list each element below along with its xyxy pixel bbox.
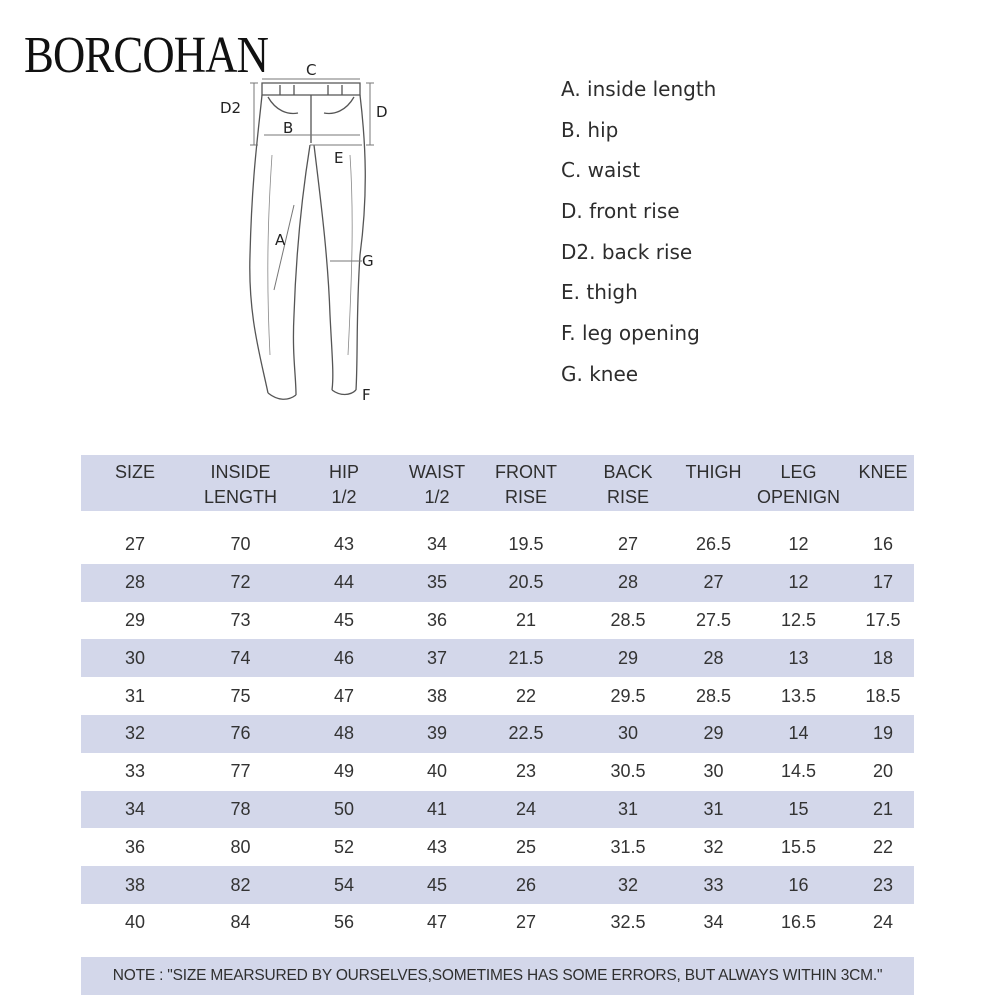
table-cell: 77 — [230, 761, 251, 782]
table-cell: 16 — [788, 874, 809, 895]
table-header — [81, 455, 914, 511]
header-thigh: THIGH — [685, 462, 742, 482]
table-cell: 74 — [230, 647, 251, 668]
table-row — [81, 828, 914, 866]
table-cell: 84 — [230, 912, 251, 933]
table-cell: 35 — [426, 572, 448, 593]
table-cell: 78 — [230, 798, 251, 819]
table-cell: 13.5 — [780, 685, 817, 706]
diagram-label-a: A — [275, 231, 286, 249]
table-cell: 29.5 — [610, 685, 646, 706]
table-cell: 38 — [124, 874, 146, 895]
table-cell: 22 — [872, 836, 894, 857]
jeans-measurement-diagram — [210, 55, 400, 415]
measurement-note: NOTE : "SIZE MEARSURED BY OURSELVES,SOMETIMES HAS SOME ERRORS, BUT ALWAYS WITHIN 3CM." — [81, 957, 914, 995]
table-cell: 29 — [124, 609, 146, 630]
table-cell: 76 — [230, 723, 251, 744]
table-cell: 70 — [230, 534, 251, 555]
table-cell: 17.5 — [865, 609, 901, 630]
diagram-label-d: D — [376, 103, 388, 121]
table-cell: 46 — [333, 647, 355, 668]
table-cell: 12.5 — [780, 609, 817, 630]
table-cell: 32.5 — [610, 912, 646, 933]
table-cell: 31 — [617, 798, 639, 819]
table-cell: 52 — [333, 836, 355, 857]
table-cell: 12 — [788, 534, 809, 555]
diagram-label-f: F — [362, 386, 371, 404]
table-cell: 32 — [703, 836, 724, 857]
table-cell: 27.5 — [695, 609, 732, 630]
table-cell: 33 — [703, 874, 724, 895]
table-cell: 30 — [703, 761, 724, 782]
jeans-outline — [250, 83, 365, 399]
table-cell: 50 — [333, 798, 355, 819]
table-cell: 30 — [124, 647, 146, 668]
table-cell: 15.5 — [780, 836, 817, 857]
table-cell: 38 — [426, 685, 448, 706]
table-cell: 49 — [333, 761, 355, 782]
table-cell: 16 — [872, 534, 894, 555]
legend-item: G. knee — [561, 361, 639, 386]
table-row — [81, 904, 914, 942]
diagram-label-d2: D2 — [220, 99, 242, 117]
table-cell: 73 — [230, 609, 251, 630]
table-cell: 20 — [872, 761, 894, 782]
table-cell: 22 — [515, 685, 537, 706]
table-cell: 19.5 — [508, 534, 544, 555]
table-cell: 23 — [872, 874, 894, 895]
table-cell: 24 — [872, 912, 894, 933]
table-cell: 18.5 — [865, 685, 901, 706]
table-cell: 26 — [515, 874, 537, 895]
header-leg-opening: LEG OPENIGN — [756, 462, 840, 507]
table-cell: 27 — [515, 912, 537, 933]
table-cell: 28.5 — [695, 685, 732, 706]
legend-item: B. hip — [561, 117, 619, 142]
header-hip: HIP 1/2 — [328, 462, 359, 507]
table-cell: 22.5 — [508, 723, 544, 744]
table-cell: 33 — [124, 761, 146, 782]
table-cell: 40 — [124, 912, 146, 933]
table-cell: 80 — [230, 836, 251, 857]
table-cell: 41 — [426, 798, 448, 819]
table-cell: 36 — [426, 609, 448, 630]
table-cell: 34 — [426, 534, 448, 555]
table-cell: 44 — [333, 572, 355, 593]
table-cell: 23 — [515, 761, 537, 782]
table-cell: 30 — [617, 723, 639, 744]
table-cell: 37 — [426, 647, 448, 668]
table-row — [81, 639, 914, 677]
table-cell: 24 — [515, 798, 537, 819]
table-cell: 30.5 — [610, 761, 646, 782]
legend-item: E. thigh — [561, 280, 638, 305]
table-cell: 15 — [788, 798, 809, 819]
table-cell: 54 — [333, 874, 355, 895]
table-cell: 17 — [872, 572, 894, 593]
table-cell: 75 — [230, 685, 251, 706]
table-cell: 45 — [426, 874, 448, 895]
table-cell: 13 — [788, 647, 809, 668]
table-cell: 39 — [426, 723, 448, 744]
table-cell: 48 — [333, 723, 355, 744]
table-cell: 32 — [124, 723, 146, 744]
brand-logo: BORCOHAN — [24, 27, 269, 84]
header-front-rise: FRONT RISE — [495, 462, 557, 507]
table-row — [81, 602, 914, 640]
header-inside-length: INSIDE LENGTH — [203, 462, 277, 507]
table-cell: 25 — [515, 836, 537, 857]
table-cell: 26.5 — [695, 534, 732, 555]
legend-item: C. waist — [561, 158, 641, 183]
table-cell: 29 — [703, 723, 724, 744]
legend-item: F. leg opening — [561, 321, 700, 346]
table-cell: 21 — [515, 609, 537, 630]
table-row — [81, 677, 914, 715]
table-row — [81, 753, 914, 791]
table-cell: 43 — [333, 534, 355, 555]
table-body — [81, 526, 914, 942]
table-cell: 14 — [788, 723, 809, 744]
table-cell: 32 — [617, 874, 639, 895]
header-size: SIZE — [114, 462, 155, 482]
table-cell: 21 — [872, 798, 894, 819]
table-cell: 14.5 — [780, 761, 817, 782]
table-cell: 31 — [124, 685, 146, 706]
diagram-label-c: C — [306, 61, 317, 79]
table-cell: 27 — [703, 572, 724, 593]
table-cell: 28.5 — [610, 609, 646, 630]
header-knee: KNEE — [858, 462, 908, 482]
table-cell: 28 — [703, 647, 724, 668]
measurement-legend — [561, 74, 716, 400]
legend-item: A. inside length — [561, 77, 717, 101]
measure-lines — [250, 79, 374, 290]
table-cell: 47 — [426, 912, 448, 933]
table-cell: 28 — [617, 572, 639, 593]
table-cell: 27 — [124, 534, 146, 555]
table-cell: 21.5 — [508, 647, 544, 668]
legend-item: D2. back rise — [561, 239, 693, 264]
table-cell: 34 — [703, 912, 724, 933]
table-row — [81, 791, 914, 829]
table-cell: 28 — [124, 572, 146, 593]
table-cell: 36 — [124, 836, 146, 857]
table-row — [81, 526, 914, 564]
table-cell: 16.5 — [780, 912, 817, 933]
table-row — [81, 715, 914, 753]
table-cell: 29 — [617, 647, 639, 668]
table-cell: 47 — [333, 685, 355, 706]
table-row — [81, 564, 914, 602]
table-cell: 34 — [124, 798, 146, 819]
table-row — [81, 866, 914, 904]
table-cell: 82 — [230, 874, 251, 895]
header-back-rise: BACK RISE — [603, 462, 653, 507]
table-cell: 56 — [333, 912, 355, 933]
table-cell: 12 — [788, 572, 809, 593]
header-waist: WAIST 1/2 — [408, 462, 466, 507]
table-cell: 43 — [426, 836, 448, 857]
diagram-label-e: E — [334, 149, 344, 167]
legend-item: D. front rise — [561, 199, 680, 224]
table-cell: 18 — [872, 647, 894, 668]
table-cell: 45 — [333, 609, 355, 630]
table-cell: 40 — [426, 761, 448, 782]
diagram-label-g: G — [362, 252, 374, 270]
table-cell: 27 — [617, 534, 639, 555]
table-cell: 19 — [872, 723, 894, 744]
diagram-label-b: B — [283, 119, 294, 137]
table-cell: 72 — [230, 572, 251, 593]
size-chart-table — [81, 455, 914, 942]
table-cell: 31 — [703, 798, 724, 819]
table-cell: 31.5 — [610, 836, 646, 857]
table-cell: 20.5 — [508, 572, 544, 593]
